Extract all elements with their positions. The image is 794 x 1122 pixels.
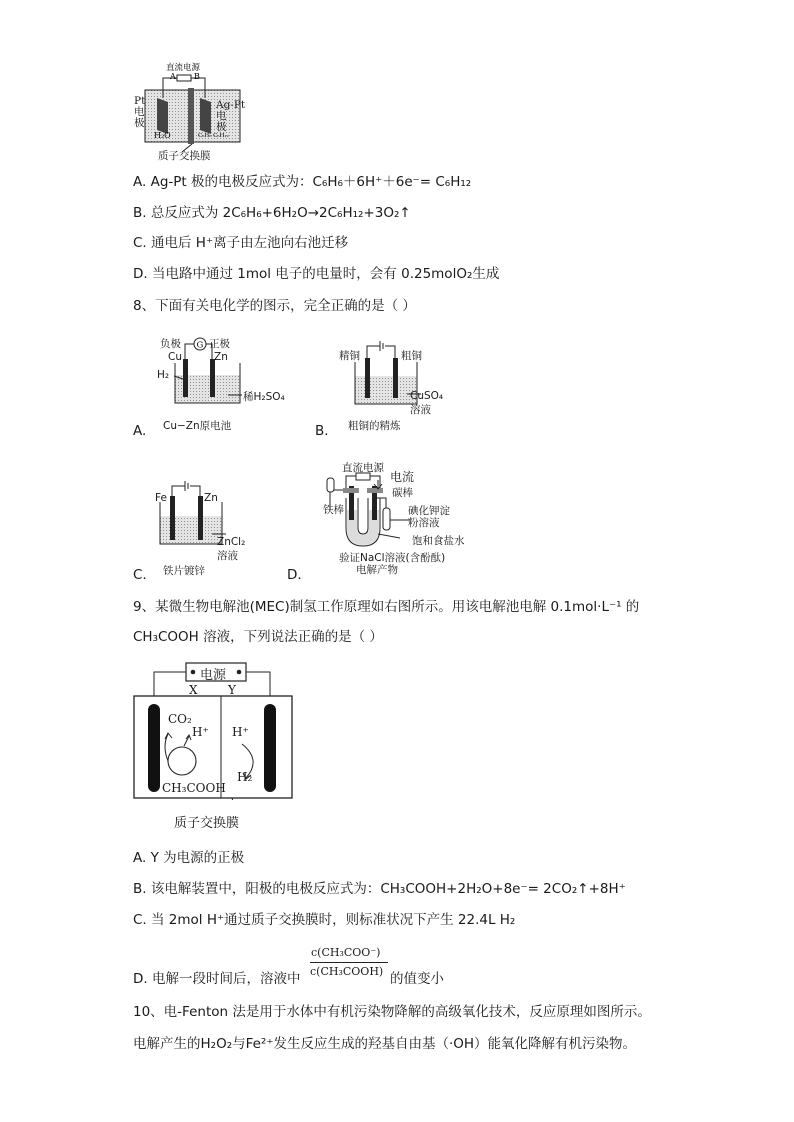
q8d-brine-label: 饱和食盐水 — [412, 535, 465, 547]
q7-option-d: D. 当电路中通过 1mol 电子的电量时，会有 0.25molO₂生成 — [133, 266, 500, 282]
q8d-current-label: 电流 — [390, 470, 415, 484]
q8d-power-label: 直流电源 — [342, 462, 384, 474]
q9-option-c: C. 当 2mol H⁺通过质子交换膜时，则标准状况下产生 22.4L H₂ — [133, 912, 516, 928]
q8d-carbon-label: 碳棒 — [392, 487, 413, 499]
q9-stem-line-2: CH₃COOH 溶液，下列说法正确的是（ ） — [133, 629, 383, 645]
q8a-cu-label: Cu — [168, 351, 182, 363]
q8b-caption: 粗铜的精炼 — [348, 420, 401, 432]
q8c-caption: 铁片镀锌 — [163, 565, 205, 577]
q9-h2-label: H₂ — [237, 770, 253, 784]
q9-membrane-label: 质子交换膜 — [174, 816, 240, 831]
q8b-sol2-label: 溶液 — [410, 404, 431, 416]
q9-y-label: Y — [228, 683, 236, 697]
fig7-b-label: B — [194, 72, 200, 81]
q9-option-b: B. 该电解装置中，阳极的电极反应式为：CH₃COOH+2H₂O+8e⁻= 2CO₂↑+8H⁺ — [133, 881, 626, 897]
q8b-pure-label: 精铜 — [339, 350, 360, 362]
q7-option-b: B. 总反应式为 2C₆H₆+6H₂O→2C₆H₁₂+3O₂↑ — [133, 205, 411, 221]
q8-option-a-letter: A. — [133, 423, 147, 439]
membrane-bar — [188, 88, 194, 144]
q9-option-a: A. Y 为电源的正极 — [133, 850, 245, 866]
q9-fraction-denominator: c(CH₃COOH) — [310, 965, 384, 978]
q9-x-label: X — [189, 683, 198, 697]
galvanometer-g: G — [196, 340, 204, 351]
fig7-h2o-label: H₂O — [154, 131, 171, 140]
q8d-ki2-label: 粉溶液 — [408, 517, 440, 529]
q7-option-c: C. 通电后 H⁺离子由左池向右池迁移 — [133, 235, 349, 251]
q8b-crude-label: 粗铜 — [401, 350, 422, 362]
q9-hplus-right-label: H⁺ — [232, 725, 249, 739]
q8b-sol1-label: CuSO₄ — [410, 390, 444, 402]
q8d-caption-1: 验证NaCl溶液(含酚酞) — [339, 552, 446, 564]
fig7-right-electrode-label: Ag-Pt 电 极 — [216, 99, 246, 133]
q8a-zn-label: Zn — [214, 351, 228, 363]
q8d-ki1-label: 碘化钾淀 — [408, 505, 450, 517]
q8-option-c-letter: C. — [133, 567, 147, 583]
q9-fraction-numerator: c(CH₃COO⁻) — [311, 946, 381, 959]
q8a-neg-label: 负极 — [160, 338, 181, 350]
q8c-sol1-label: ZnCl₂ — [217, 536, 246, 548]
fig7-c6-label: C₆H₆ C₆H₁₂ — [198, 133, 229, 139]
q8a-acid-label: 稀H₂SO₄ — [243, 391, 285, 403]
q8c-zn-label: Zn — [204, 492, 218, 504]
q9-co2-label: CO₂ — [168, 712, 192, 726]
q10-line-1: 10、电-Fenton 法是用于水体中有机污染物降解的高级氧化技术，反应原理如图所示。 — [133, 1004, 651, 1020]
fig7-left-electrode-label: Pt 电 极 — [134, 95, 146, 129]
q8-stem: 8、下面有关电化学的图示，完全正确的是（ ） — [133, 298, 416, 314]
q8d-iron-label: 铁棒 — [323, 504, 344, 516]
q10-line-2: 电解产生的H₂O₂与Fe²⁺发生反应生成的羟基自由基（·OH）能氧化降解有机污染物。 — [133, 1036, 637, 1052]
q9-option-d-suffix: 的值变小 — [390, 971, 444, 987]
q7-option-a: A. Ag-Pt 极的电极反应式为：C₆H₆＋6H⁺＋6e⁻= C₆H₁₂ — [133, 174, 472, 190]
q9-hplus-left-label: H⁺ — [192, 725, 209, 739]
q8-option-d-letter: D. — [287, 567, 302, 583]
q9-acetic-label: CH₃COOH — [162, 781, 226, 795]
q8a-pos-label: 正极 — [209, 338, 230, 350]
q9-stem-line-1: 9、某微生物电解池(MEC)制氢工作原理如右图所示。用该电解池电解 0.1mol·L⁻¹ 的 — [133, 599, 640, 615]
q8d-caption-2: 电解产物 — [356, 564, 398, 576]
q9-fraction-bar — [310, 962, 388, 963]
q9-power-label: 电源 — [200, 668, 227, 683]
q8-option-b-letter: B. — [315, 423, 329, 439]
q8a-caption: Cu−Zn原电池 — [163, 420, 232, 432]
fig7-power-label: 直流电源 — [166, 63, 201, 73]
fig7-membrane-label: 质子交换膜 — [158, 150, 211, 162]
fig7-a-label: A — [170, 72, 176, 81]
q8c-sol2-label: 溶液 — [217, 550, 238, 562]
q9-option-d-prefix: D. 电解一段时间后，溶液中 — [133, 971, 301, 987]
q8a-h2-label: H₂ — [157, 369, 170, 381]
q8c-fe-label: Fe — [155, 492, 167, 504]
